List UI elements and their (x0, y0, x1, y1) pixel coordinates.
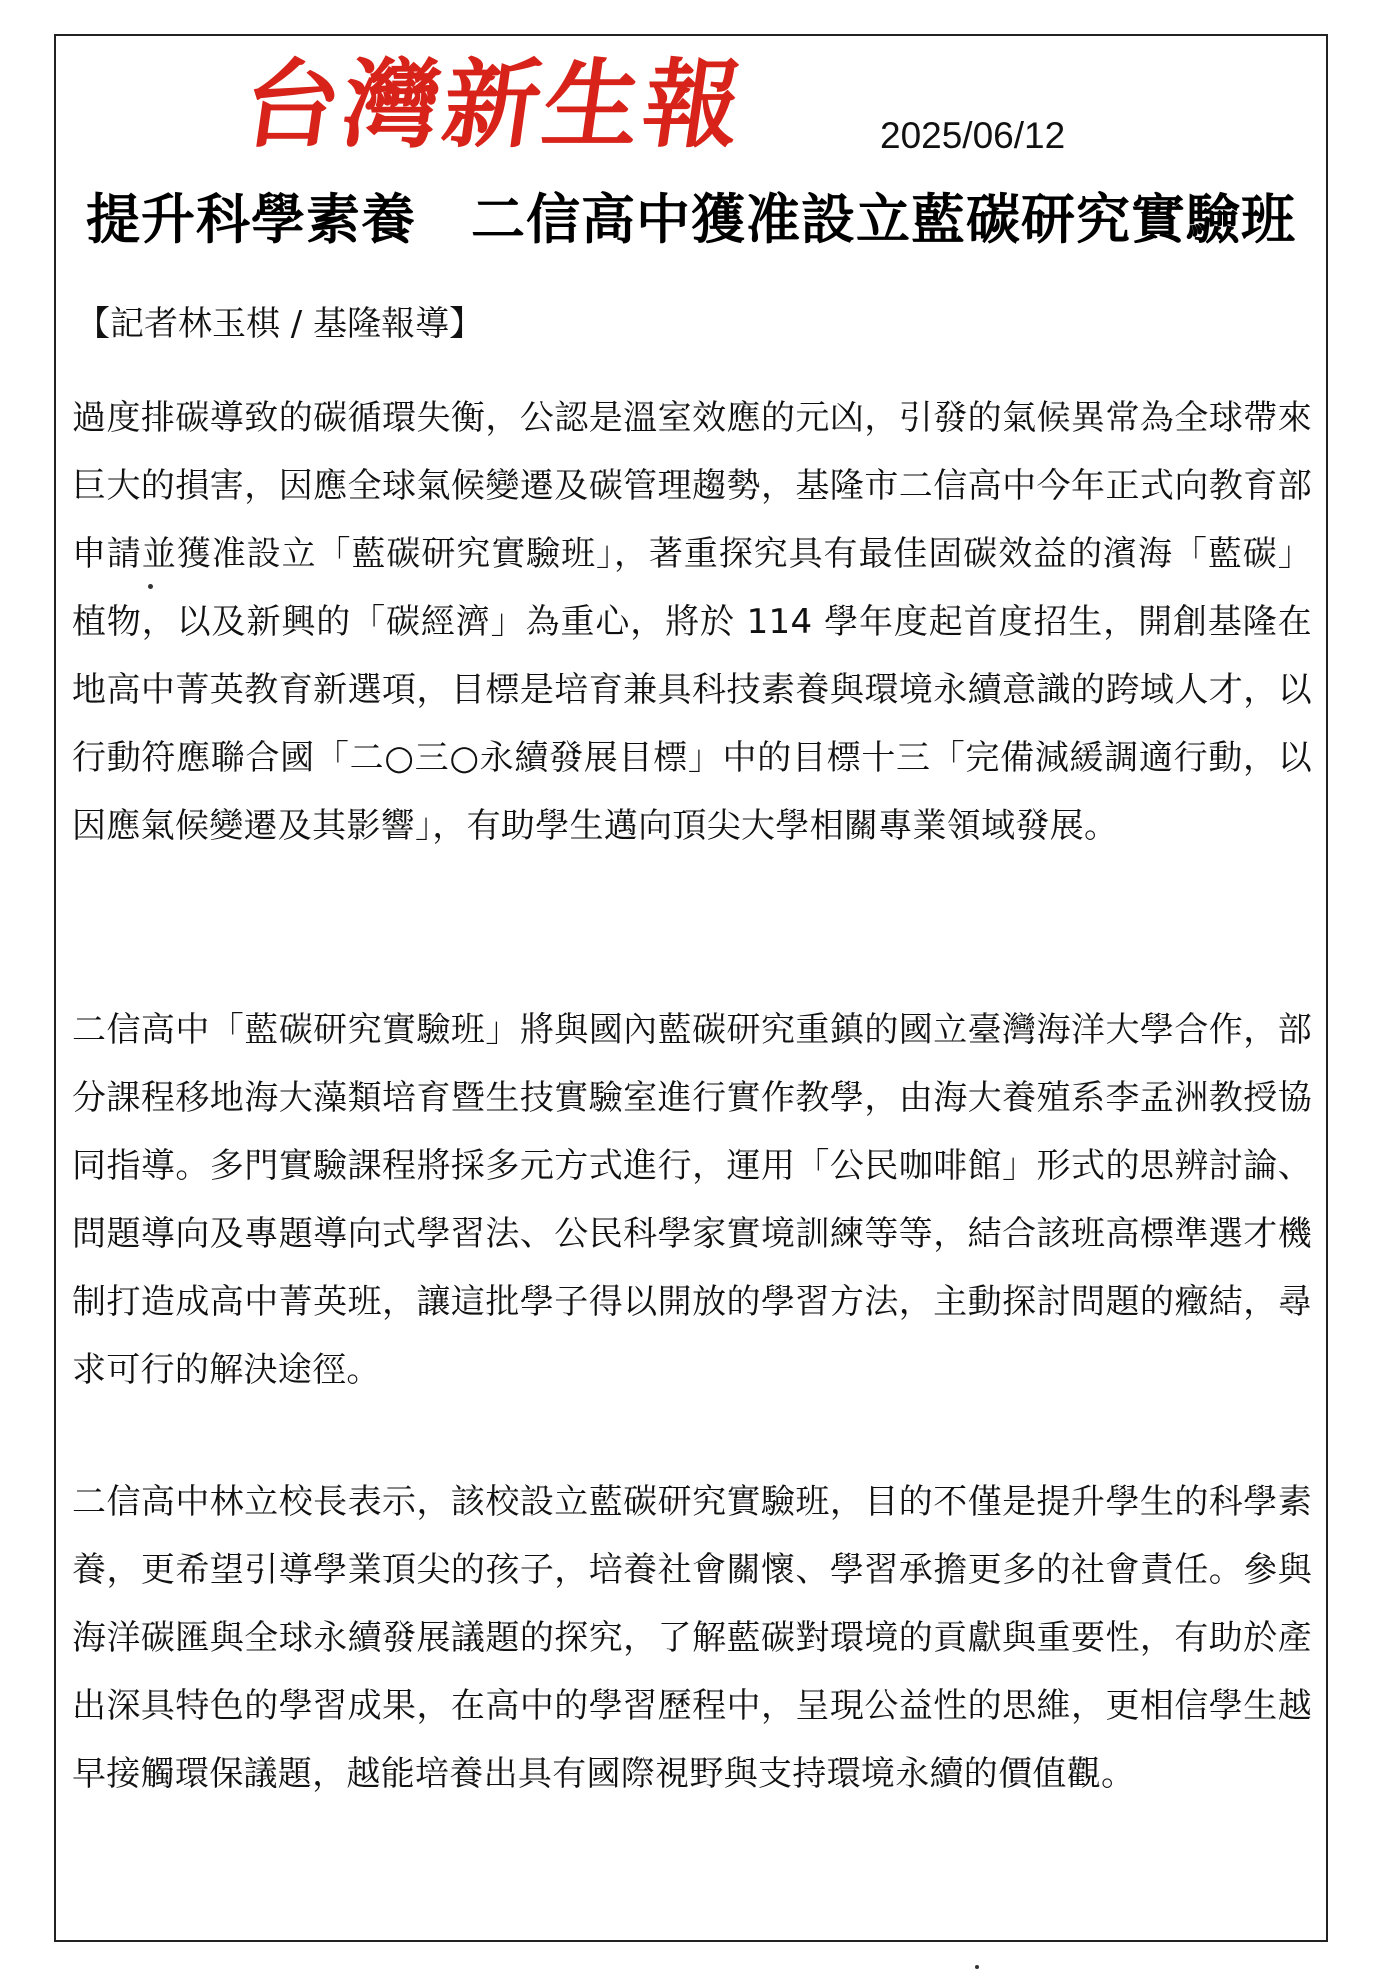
article-headline: 提升科學素養 二信高中獲准設立藍碳研究實驗班 (86, 188, 1296, 251)
article-byline: 【記者林玉棋 / 基隆報導】 (76, 304, 484, 344)
newspaper-masthead: 台灣新生報 (236, 48, 753, 161)
article-paragraph-3: 二信高中林立校長表示，該校設立藍碳研究實驗班，目的不僅是提升學生的科學素養，更希望引導學業頂尖的孩子，培養社會關懷、學習承擔更多的社會責任。參與海洋碳匯與全球永續發展議題的探究，了解藍碳對環境的貢獻與重要性，有助於產出深具特色的學習成果，在高中的學習歷程中，呈現公益性的思維，更相信學生越早接觸環保議題，越能培養出具有國際視野與支持環境永續的價值觀。 (72, 1482, 1312, 1794)
scan-speck (975, 1965, 979, 1969)
article-paragraph-2: 二信高中「藍碳研究實驗班」將與國內藍碳研究重鎮的國立臺灣海洋大學合作，部分課程移地海大藻類培育暨生技實驗室進行實作教學，由海大養殖系李孟洲教授協同指導。多門實驗課程將採多元方式進行，運用「公民咖啡館」形式的思辨討論、問題導向及專題導向式學習法、公民科學家實境訓練等等，結合該班高標準選才機制打造成高中菁英班，讓這批學子得以開放的學習方法，主動探討問題的癥結，尋求可行的解決途徑。 (72, 1010, 1312, 1390)
scan-speck (148, 584, 153, 589)
article-paragraph-1: 過度排碳導致的碳循環失衡，公認是溫室效應的元凶，引發的氣候異常為全球帶來巨大的損害，因應全球氣候變遷及碳管理趨勢，基隆市二信高中今年正式向教育部申請並獲准設立「藍碳研究實驗班」，著重探究具有最佳固碳效益的濱海「藍碳」植物，以及新興的「碳經濟」為重心，將於 114 學年度起首度招生，開創基隆在地高中菁英教育新選項，目標是培育兼具科技素養與環境永續意識的跨域人才，以行動符應聯合國「二○三○永續發展目標」中的目標十三「完備減緩調適行動，以因應氣候變遷及其影響」，有助學生邁向頂尖大學相關專業領域發展。 (72, 398, 1312, 846)
publication-date: 2025/06/12 (880, 115, 1066, 156)
